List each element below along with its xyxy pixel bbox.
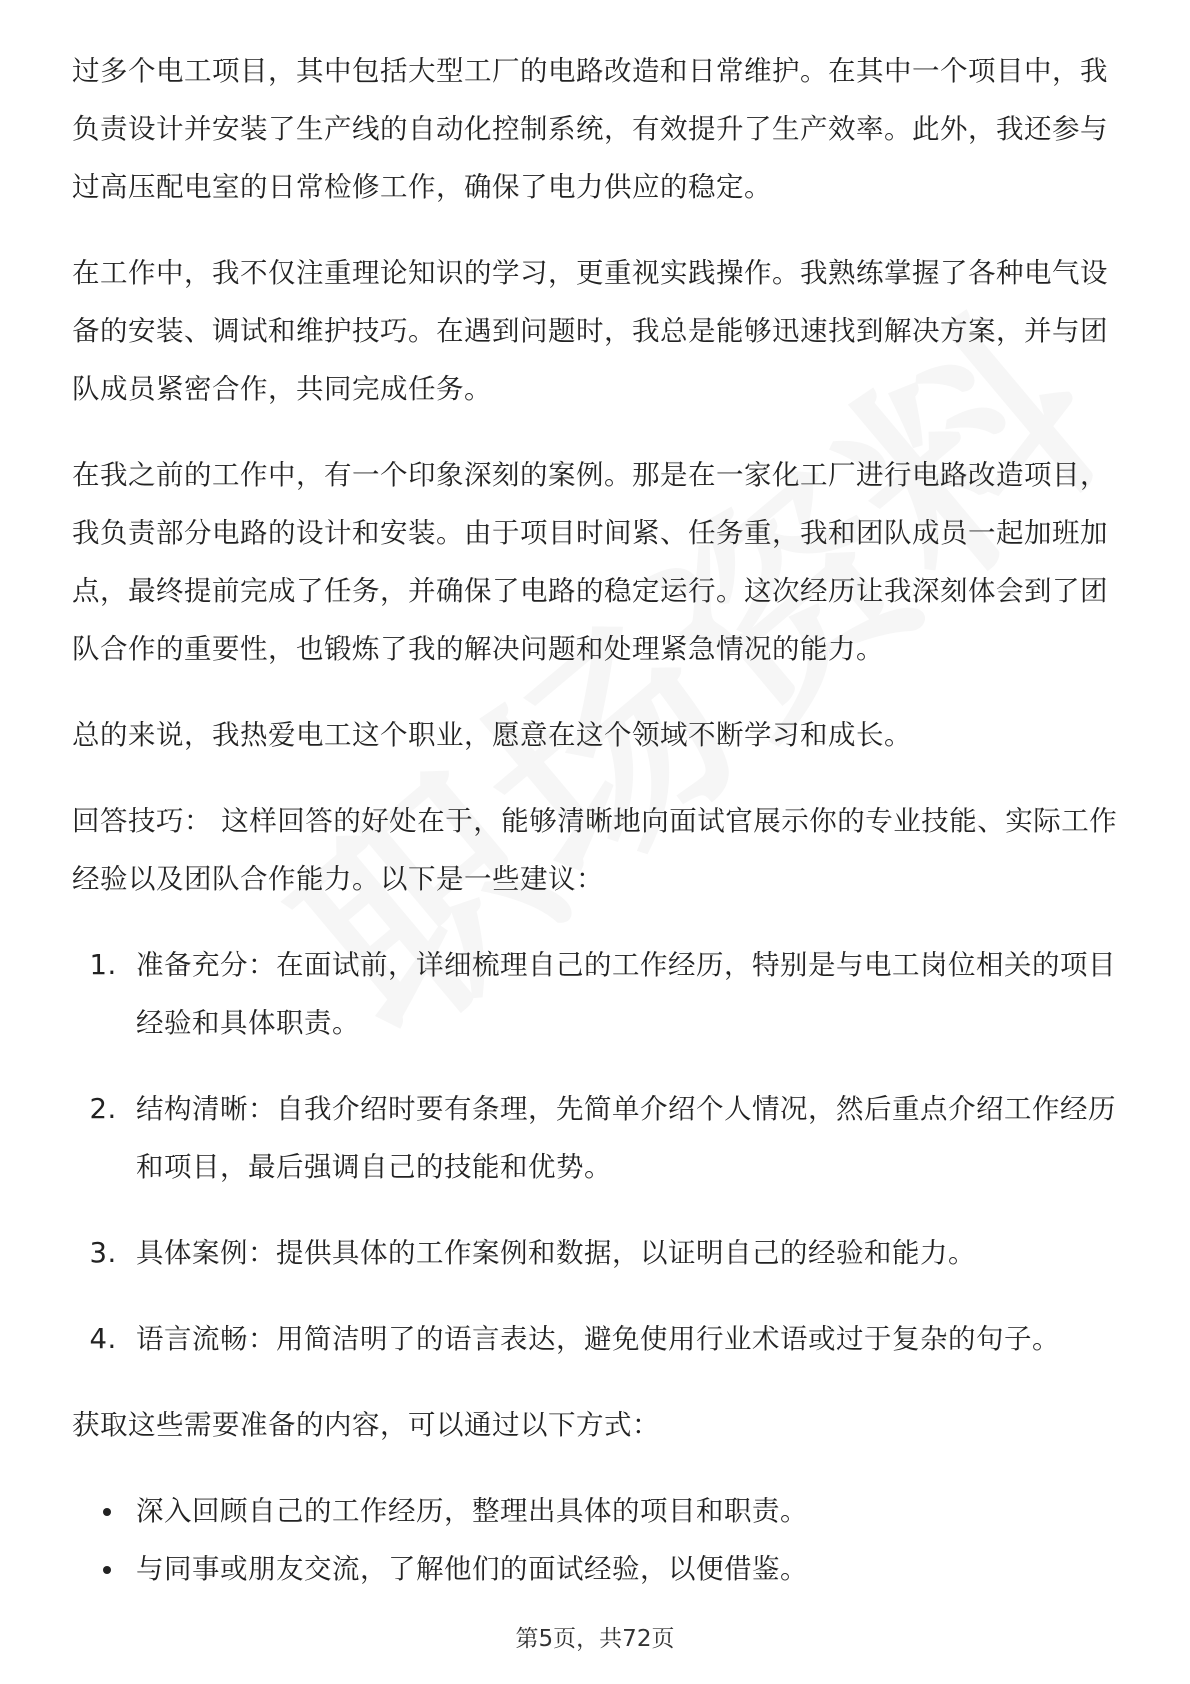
list-item: • 与同事或朋友交流，了解他们的面试经验，以便借鉴。 (126, 1540, 1122, 1598)
list-item: • 深入回顾自己的工作经历，整理出具体的项目和职责。 (126, 1482, 1122, 1540)
paragraph-summary: 总的来说，我热爱电工这个职业，愿意在这个领域不断学习和成长。 (72, 719, 912, 751)
paragraph-practice: 在工作中，我不仅注重理论知识的学习，更重视实践操作。我熟练掌握了各种电气设备的安装、调试和维护技巧。在遇到问题时，我总是能够迅速找到解决方案，并与团队成员紧密合作，共同完成任务。 (72, 257, 1108, 405)
paragraph-experience: 过多个电工项目，其中包括大型工厂的电路改造和日常维护。在其中一个项目中，我负责设计并安装了生产线的自动化控制系统，有效提升了生产效率。此外，我还参与过高压配电室的日常检修工作，确保了电力供应的稳定。 (72, 55, 1108, 203)
list-item: 4. 语言流畅：用简洁明了的语言表达，避免使用行业术语或过于复杂的句子。 (126, 1310, 1122, 1368)
page-content (72, 42, 1122, 1598)
ways-list (72, 1482, 1122, 1598)
paragraph-answer-tips: 回答技巧： 这样回答的好处在于，能够清晰地向面试官展示你的专业技能、实际工作经验以及团队合作能力。以下是一些建议： (72, 805, 1118, 895)
paragraph-case: 在我之前的工作中，有一个印象深刻的案例。那是在一家化工厂进行电路改造项目，我负责部分电路的设计和安装。由于项目时间紧、任务重，我和团队成员一起加班加点，最终提前完成了任务，并确保了电路的稳定运行。这次经历让我深刻体会到了团队合作的重要性，也锻炼了我的解决问题和处理紧急情况的能力。 (72, 459, 1108, 665)
page-number: 第5页，共72页 (515, 1626, 675, 1652)
list-item: 2. 结构清晰：自我介绍时要有条理，先简单介绍个人情况，然后重点介绍工作经历和项目，最后强调自己的技能和优势。 (126, 1080, 1122, 1196)
paragraph-ways-intro: 获取这些需要准备的内容，可以通过以下方式： (72, 1409, 660, 1441)
tips-list (72, 936, 1122, 1368)
list-item: 3. 具体案例：提供具体的工作案例和数据，以证明自己的经验和能力。 (126, 1224, 1122, 1282)
list-item: 1. 准备充分：在面试前，详细梳理自己的工作经历，特别是与电工岗位相关的项目经验和具体职责。 (126, 936, 1122, 1052)
